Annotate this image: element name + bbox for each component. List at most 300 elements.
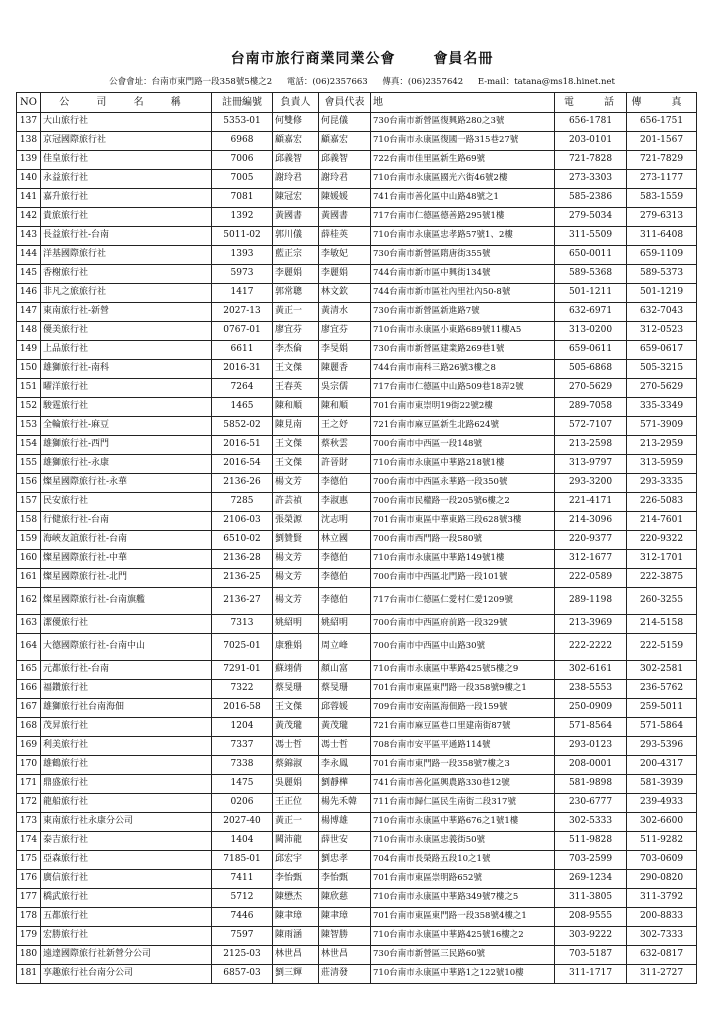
fax-number: 220-9322 — [627, 531, 697, 550]
address: 741台南市善化區興農路330巷12號 — [371, 775, 555, 794]
representative-name: 李永鳳 — [319, 756, 371, 775]
phone-number: 221-4171 — [555, 493, 627, 512]
table-row — [17, 756, 697, 775]
phone-number: 312-1677 — [555, 550, 627, 569]
phone-number: 213-3969 — [555, 615, 627, 634]
address: 744台南市新市區中興街134號 — [371, 265, 555, 284]
address: 710台南市永康區中華路218號1樓 — [371, 455, 555, 474]
fax-number: 222-3875 — [627, 569, 697, 588]
representative-name: 李怡甄 — [319, 870, 371, 889]
company-name: 貴旅旅行社 — [41, 208, 212, 227]
registration-number: 1204 — [212, 718, 273, 737]
owner-name: 郭常聰 — [273, 284, 319, 303]
table-row — [17, 927, 697, 946]
representative-name: 楊博雄 — [319, 813, 371, 832]
fax-number: 656-1751 — [627, 113, 697, 132]
address: 730台南市新營區三民路60號 — [371, 946, 555, 965]
address: 730台南市新營區復興路280之3號 — [371, 113, 555, 132]
owner-name: 王春英 — [273, 379, 319, 398]
company-name: 大山旅行社 — [41, 113, 212, 132]
owner-name: 王文傑 — [273, 436, 319, 455]
owner-name: 劉贊賢 — [273, 531, 319, 550]
address: 701台南市東門路一段358號7樓之3 — [371, 756, 555, 775]
row-number: 142 — [17, 208, 41, 227]
company-name: 燦星國際旅行社-台南旗艦 — [41, 588, 212, 615]
fax-number: 335-3349 — [627, 398, 697, 417]
company-name: 大德國際旅行社-台南中山 — [41, 634, 212, 661]
address: 730台南市新營區新進路7號 — [371, 303, 555, 322]
owner-name: 陳聿璋 — [273, 908, 319, 927]
phone-number: 230-6777 — [555, 794, 627, 813]
owner-name: 陳冠宏 — [273, 189, 319, 208]
registration-number: 0206 — [212, 794, 273, 813]
address: 721台南市麻豆區新生北路624號 — [371, 417, 555, 436]
row-number: 181 — [17, 965, 41, 984]
registration-number: 7322 — [212, 680, 273, 699]
registration-number: 5712 — [212, 889, 273, 908]
registration-number: 2106-03 — [212, 512, 273, 531]
row-number: 150 — [17, 360, 41, 379]
phone-number: 302-6161 — [555, 661, 627, 680]
fax-number: 313-5959 — [627, 455, 697, 474]
address: 717台南市仁德區仁愛村仁愛1209號 — [371, 588, 555, 615]
phone-number: 505-6868 — [555, 360, 627, 379]
representative-name: 薛世安 — [319, 832, 371, 851]
representative-name: 廖宜芬 — [319, 322, 371, 341]
address: 700台南市中西區北門路一段101號 — [371, 569, 555, 588]
fax-number: 270-5629 — [627, 379, 697, 398]
registration-number: 2016-58 — [212, 699, 273, 718]
table-row — [17, 151, 697, 170]
table-row — [17, 132, 697, 151]
company-name: 佳皇旅行社 — [41, 151, 212, 170]
registration-number: 6857-03 — [212, 965, 273, 984]
registration-number: 7081 — [212, 189, 273, 208]
company-name: 東南旅行社-新營 — [41, 303, 212, 322]
representative-name: 林文欽 — [319, 284, 371, 303]
row-number: 158 — [17, 512, 41, 531]
company-name: 燦星國際旅行社-中華 — [41, 550, 212, 569]
association-phone: 電話：(06)2357663 — [286, 77, 368, 87]
row-number: 152 — [17, 398, 41, 417]
table-row — [17, 550, 697, 569]
owner-name: 王文傑 — [273, 455, 319, 474]
phone-number: 269-1234 — [555, 870, 627, 889]
row-number: 169 — [17, 737, 41, 756]
phone-number: 585-2386 — [555, 189, 627, 208]
owner-name: 楊文芳 — [273, 550, 319, 569]
company-name: 洋基國際旅行社 — [41, 246, 212, 265]
row-number: 149 — [17, 341, 41, 360]
address: 730台南市新營區隋唐街355號 — [371, 246, 555, 265]
representative-name: 林立國 — [319, 531, 371, 550]
company-name: 燦星國際旅行社-永華 — [41, 474, 212, 493]
header-no: NO — [17, 93, 41, 113]
phone-number: 311-3805 — [555, 889, 627, 908]
row-number: 140 — [17, 170, 41, 189]
registration-number: 7291-01 — [212, 661, 273, 680]
representative-name: 許晉財 — [319, 455, 371, 474]
table-row — [17, 775, 697, 794]
address: 710台南市永康區中華路425號5樓之9 — [371, 661, 555, 680]
fax-number: 312-1701 — [627, 550, 697, 569]
owner-name: 黃正一 — [273, 303, 319, 322]
table-row — [17, 512, 697, 531]
registration-number: 1404 — [212, 832, 273, 851]
company-name: 京冠國際旅行社 — [41, 132, 212, 151]
phone-number: 220-9377 — [555, 531, 627, 550]
company-name: 福鑽旅行社 — [41, 680, 212, 699]
address: 710台南市永康區復國一路315巷27號 — [371, 132, 555, 151]
fax-number: 571-5864 — [627, 718, 697, 737]
company-name: 香榭旅行社 — [41, 265, 212, 284]
owner-name: 王文傑 — [273, 360, 319, 379]
header-representative: 會員代表 — [319, 93, 371, 113]
company-name: 嘉升旅行社 — [41, 189, 212, 208]
representative-name: 劉靜樺 — [319, 775, 371, 794]
table-row — [17, 851, 697, 870]
association-email: E-mail：tatana@ms18.hinet.net — [477, 77, 615, 87]
registration-number: 7185-01 — [212, 851, 273, 870]
owner-name: 蔡旻珊 — [273, 680, 319, 699]
owner-name: 馮士哲 — [273, 737, 319, 756]
company-name: 雄鶴旅行社 — [41, 756, 212, 775]
fax-number: 290-0820 — [627, 870, 697, 889]
table-row — [17, 170, 697, 189]
owner-name: 林世昌 — [273, 946, 319, 965]
representative-name: 莊清發 — [319, 965, 371, 984]
address: 701台南市東區東門路一段358號9樓之1 — [371, 680, 555, 699]
phone-number: 659-0611 — [555, 341, 627, 360]
owner-name: 吳麗娟 — [273, 775, 319, 794]
fax-number: 311-6408 — [627, 227, 697, 246]
representative-name: 吳宗儒 — [319, 379, 371, 398]
registration-number: 2027-40 — [212, 813, 273, 832]
company-name: 曜洋旅行社 — [41, 379, 212, 398]
registration-number: 2136-26 — [212, 474, 273, 493]
representative-name: 薛桂英 — [319, 227, 371, 246]
row-number: 174 — [17, 832, 41, 851]
representative-name: 李麗娟 — [319, 265, 371, 284]
association-address: 公會會址：台南市東門路一段358號5樓之2 — [109, 77, 273, 87]
phone-number: 311-1717 — [555, 965, 627, 984]
representative-name: 沈志明 — [319, 512, 371, 531]
company-name: 長益旅行社-台南 — [41, 227, 212, 246]
owner-name: 陳見南 — [273, 417, 319, 436]
table-row — [17, 832, 697, 851]
phone-number: 293-3200 — [555, 474, 627, 493]
company-name: 利美旅行社 — [41, 737, 212, 756]
table-row — [17, 265, 697, 284]
table-row — [17, 531, 697, 550]
company-name: 龍船旅行社 — [41, 794, 212, 813]
owner-name: 郭川儀 — [273, 227, 319, 246]
row-number: 139 — [17, 151, 41, 170]
fax-number: 659-1109 — [627, 246, 697, 265]
representative-name: 陳智勝 — [319, 927, 371, 946]
representative-name: 陳和順 — [319, 398, 371, 417]
phone-number: 270-5629 — [555, 379, 627, 398]
company-name: 非凡之旅旅行社 — [41, 284, 212, 303]
representative-name: 李淑惠 — [319, 493, 371, 512]
representative-name: 陳聿璋 — [319, 908, 371, 927]
row-number: 170 — [17, 756, 41, 775]
address: 708台南市安平區平通路114號 — [371, 737, 555, 756]
row-number: 162 — [17, 588, 41, 615]
page-title — [0, 48, 724, 68]
row-number: 165 — [17, 661, 41, 680]
address: 711台南市歸仁區民生南街二段317號 — [371, 794, 555, 813]
row-number: 179 — [17, 927, 41, 946]
phone-number: 289-7058 — [555, 398, 627, 417]
representative-name: 李德伯 — [319, 588, 371, 615]
table-row — [17, 379, 697, 398]
owner-name: 黃茂瓏 — [273, 718, 319, 737]
registration-number: 7264 — [212, 379, 273, 398]
registration-number: 1475 — [212, 775, 273, 794]
table-row — [17, 474, 697, 493]
representative-name: 謝玲君 — [319, 170, 371, 189]
phone-number: 511-9828 — [555, 832, 627, 851]
representative-name: 黃國書 — [319, 208, 371, 227]
table-row — [17, 588, 697, 615]
representative-name: 顧嘉宏 — [319, 132, 371, 151]
address: 710台南市永康區中華路349號7樓之5 — [371, 889, 555, 908]
header-company-name: 公 司 名 稱 — [41, 93, 212, 113]
company-name: 元都旅行社-台南 — [41, 661, 212, 680]
fax-number: 200-4317 — [627, 756, 697, 775]
row-number: 157 — [17, 493, 41, 512]
fax-number: 589-5373 — [627, 265, 697, 284]
representative-name: 邱義智 — [319, 151, 371, 170]
row-number: 172 — [17, 794, 41, 813]
representative-name: 何昆儀 — [319, 113, 371, 132]
table-row — [17, 615, 697, 634]
row-number: 171 — [17, 775, 41, 794]
owner-name: 康雅娟 — [273, 634, 319, 661]
representative-name: 蔡秋雲 — [319, 436, 371, 455]
phone-number: 289-1198 — [555, 588, 627, 615]
fax-number: 302-6600 — [627, 813, 697, 832]
representative-name: 李德伯 — [319, 550, 371, 569]
owner-name: 陳和順 — [273, 398, 319, 417]
registration-number: 2016-31 — [212, 360, 273, 379]
owner-name: 楊文芳 — [273, 569, 319, 588]
representative-name: 李德伯 — [319, 569, 371, 588]
table-row — [17, 303, 697, 322]
row-number: 166 — [17, 680, 41, 699]
row-number: 177 — [17, 889, 41, 908]
registration-number: 1392 — [212, 208, 273, 227]
representative-name: 黃清水 — [319, 303, 371, 322]
owner-name: 蘇翊倩 — [273, 661, 319, 680]
representative-name: 顏山富 — [319, 661, 371, 680]
row-number: 137 — [17, 113, 41, 132]
owner-name: 張榮源 — [273, 512, 319, 531]
registration-number: 2136-27 — [212, 588, 273, 615]
table-row — [17, 113, 697, 132]
address: 710台南市永康區中華路149號1樓 — [371, 550, 555, 569]
address: 700台南市中西區一段148號 — [371, 436, 555, 455]
row-number: 146 — [17, 284, 41, 303]
row-number: 164 — [17, 634, 41, 661]
fax-number: 501-1219 — [627, 284, 697, 303]
phone-number: 632-6971 — [555, 303, 627, 322]
table-row — [17, 360, 697, 379]
row-number: 163 — [17, 615, 41, 634]
table-row — [17, 661, 697, 680]
representative-name: 李德伯 — [319, 474, 371, 493]
owner-name: 陳雨涵 — [273, 927, 319, 946]
row-number: 178 — [17, 908, 41, 927]
address: 701台南市東區崇明路652號 — [371, 870, 555, 889]
registration-number: 7006 — [212, 151, 273, 170]
row-number: 168 — [17, 718, 41, 737]
table-row — [17, 908, 697, 927]
representative-name: 黃茂瓏 — [319, 718, 371, 737]
owner-name: 王文傑 — [273, 699, 319, 718]
address: 701台南市東崇明19街22號2樓 — [371, 398, 555, 417]
company-name: 五都旅行社 — [41, 908, 212, 927]
address: 717台南市仁德區中山路509巷18弄2號 — [371, 379, 555, 398]
phone-number: 208-9555 — [555, 908, 627, 927]
phone-number: 501-1211 — [555, 284, 627, 303]
company-name: 享趣旅行社台南分公司 — [41, 965, 212, 984]
fax-number: 571-3909 — [627, 417, 697, 436]
company-name: 優美旅行社 — [41, 322, 212, 341]
phone-number: 656-1781 — [555, 113, 627, 132]
fax-number: 236-5762 — [627, 680, 697, 699]
row-number: 175 — [17, 851, 41, 870]
company-name: 廣信旅行社 — [41, 870, 212, 889]
company-name: 茂昇旅行社 — [41, 718, 212, 737]
table-row — [17, 417, 697, 436]
company-name: 雄獅旅行社-南科 — [41, 360, 212, 379]
representative-name: 陳欣慈 — [319, 889, 371, 908]
row-number: 160 — [17, 550, 41, 569]
representative-name: 馮士哲 — [319, 737, 371, 756]
fax-number: 312-0523 — [627, 322, 697, 341]
table-row — [17, 680, 697, 699]
row-number: 159 — [17, 531, 41, 550]
representative-name: 劉忠孝 — [319, 851, 371, 870]
contact-info — [0, 75, 724, 87]
company-name: 泰吉旅行社 — [41, 832, 212, 851]
fax-number: 259-5011 — [627, 699, 697, 718]
fax-number: 279-6313 — [627, 208, 697, 227]
phone-number: 311-5509 — [555, 227, 627, 246]
fax-number: 632-0817 — [627, 946, 697, 965]
phone-number: 238-5553 — [555, 680, 627, 699]
registration-number: 6611 — [212, 341, 273, 360]
company-name: 鼎盛旅行社 — [41, 775, 212, 794]
phone-number: 273-3303 — [555, 170, 627, 189]
address: 700台南市民權路一段205號6樓之2 — [371, 493, 555, 512]
address: 722台南市佳里區新生路69號 — [371, 151, 555, 170]
phone-number: 303-9222 — [555, 927, 627, 946]
address: 744台南市新市區社內里社內50-8號 — [371, 284, 555, 303]
row-number: 173 — [17, 813, 41, 832]
table-row — [17, 569, 697, 588]
registration-number: 7338 — [212, 756, 273, 775]
table-row — [17, 718, 697, 737]
address: 710台南市永康區中華路1之122號10樓 — [371, 965, 555, 984]
registration-number: 5011-02 — [212, 227, 273, 246]
owner-name: 闕沛龍 — [273, 832, 319, 851]
header-fax: 傳 真 — [627, 93, 697, 113]
fax-number: 201-1567 — [627, 132, 697, 151]
representative-name: 周立峰 — [319, 634, 371, 661]
member-table — [16, 92, 697, 984]
registration-number: 5973 — [212, 265, 273, 284]
address: 701台南市東區東門路一段358號4樓之1 — [371, 908, 555, 927]
fax-number: 213-2959 — [627, 436, 697, 455]
row-number: 155 — [17, 455, 41, 474]
phone-number: 703-5187 — [555, 946, 627, 965]
company-name: 海峽友誼旅行社-台南 — [41, 531, 212, 550]
table-row — [17, 889, 697, 908]
company-name: 橋武旅行社 — [41, 889, 212, 908]
fax-number: 583-1559 — [627, 189, 697, 208]
registration-number: 7285 — [212, 493, 273, 512]
representative-name: 李旻娟 — [319, 341, 371, 360]
row-number: 145 — [17, 265, 41, 284]
registration-number: 7005 — [212, 170, 273, 189]
fax-number: 581-3939 — [627, 775, 697, 794]
representative-name: 楊先禾韓 — [319, 794, 371, 813]
registration-number: 2125-03 — [212, 946, 273, 965]
owner-name: 陳懋杰 — [273, 889, 319, 908]
fax-number: 293-5396 — [627, 737, 697, 756]
owner-name: 藍正宗 — [273, 246, 319, 265]
address: 710台南市永康區忠義街50號 — [371, 832, 555, 851]
company-name: 宏勝旅行社 — [41, 927, 212, 946]
owner-name: 許芸禎 — [273, 493, 319, 512]
row-number: 143 — [17, 227, 41, 246]
registration-number: 1465 — [212, 398, 273, 417]
company-name: 遠達國際旅行社新營分公司 — [41, 946, 212, 965]
address: 700台南市中西區中山路30號 — [371, 634, 555, 661]
owner-name: 何雙修 — [273, 113, 319, 132]
phone-number: 203-0101 — [555, 132, 627, 151]
phone-number: 572-7107 — [555, 417, 627, 436]
address: 700台南市中西區永華路一段350號 — [371, 474, 555, 493]
address: 704台南市長榮路五段10之1號 — [371, 851, 555, 870]
phone-number: 313-0200 — [555, 322, 627, 341]
phone-number: 208-0001 — [555, 756, 627, 775]
owner-name: 李怡甄 — [273, 870, 319, 889]
company-name: 雄獅旅行社-西門 — [41, 436, 212, 455]
table-row — [17, 455, 697, 474]
roster-title: 會員名冊 — [433, 51, 494, 67]
phone-number: 279-5034 — [555, 208, 627, 227]
registration-number: 6510-02 — [212, 531, 273, 550]
phone-number: 650-0011 — [555, 246, 627, 265]
table-row — [17, 946, 697, 965]
header-phone: 電 話 — [555, 93, 627, 113]
fax-number: 260-3255 — [627, 588, 697, 615]
phone-number: 581-9898 — [555, 775, 627, 794]
association-title: 台南市旅行商業同業公會 — [230, 51, 396, 67]
fax-number: 273-1177 — [627, 170, 697, 189]
registration-number: 7446 — [212, 908, 273, 927]
header-owner: 負責人 — [273, 93, 319, 113]
owner-name: 黃正一 — [273, 813, 319, 832]
row-number: 167 — [17, 699, 41, 718]
phone-number: 313-9797 — [555, 455, 627, 474]
fax-number: 226-5083 — [627, 493, 697, 512]
address: 710台南市永康區小東路689號11樓A5 — [371, 322, 555, 341]
